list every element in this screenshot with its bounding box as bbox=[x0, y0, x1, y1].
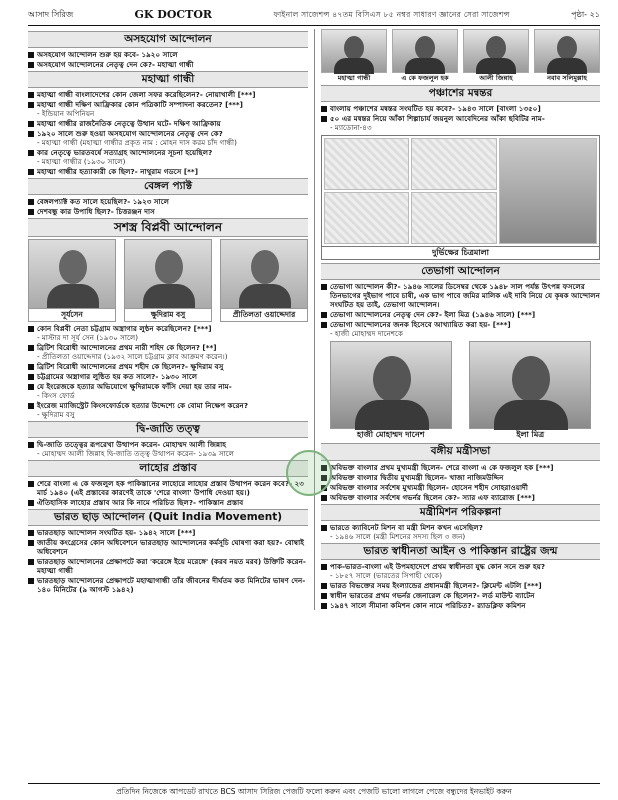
bullet-icon bbox=[28, 345, 34, 351]
section-title: অসহযোগ আন্দোলন bbox=[28, 31, 308, 48]
armed-revolution-qa bbox=[28, 324, 308, 419]
question-text: অসহযোগ আন্দোলন শুরু হয় কবে- ১৯২০ সালে bbox=[37, 50, 178, 60]
section-famine bbox=[321, 85, 600, 132]
section-title: সশস্ত্র বিপ্লবী আন্দোলন bbox=[28, 218, 308, 237]
bullet-icon bbox=[28, 384, 34, 390]
question bbox=[28, 207, 308, 216]
bullet-icon bbox=[28, 121, 34, 127]
bullet-icon bbox=[28, 578, 34, 584]
question-text: ভারত বিভক্তের সময় ইংল্যান্ডের প্রধানমন্ত্রী ছিলেন?- ক্লিমেন্ট এটলি [***] bbox=[330, 580, 542, 590]
bullet-icon bbox=[28, 364, 34, 370]
question-text: ঐতিহাসিক লাহোর প্রস্তাব আর কি নামে পরিচিত ছিল?- পাকিস্তান প্রস্তাব bbox=[37, 498, 244, 507]
bullet-icon bbox=[28, 442, 34, 448]
question-text: পাক-ভারত-বাংলা এই উপমহাদেশে প্রথম স্বাধীনতা যুদ্ধ কোন সনে শুরু হয়? bbox=[330, 561, 546, 571]
page-footer: প্রতিদিন নিজেকে আপডেট রাখতে BCS আসাদ সিরিজ পেজটি ফলো করুন এবং পেজটি ভালো লাগলে পেজে বন্ধুদের ইনভাইট করুন bbox=[28, 783, 600, 796]
question bbox=[321, 493, 600, 502]
question bbox=[28, 197, 308, 206]
bullet-icon bbox=[28, 150, 34, 156]
question bbox=[28, 362, 308, 371]
question-text: তেভাগা আন্দোলন কী?- ১৯৪৬ সালের ডিসেম্বর থেকে ১৯৪৮ সাল পর্যন্ত উৎপন্ন ফসলের তিনভাগের দুইভাগ পাবে চাষী, এক ভাগ পাবে জমির মালিক এই দাবি নিয়ে যে কৃষক আন্দোলন সংঘটিত হয় তাই, তেভাগা আন্দোলন। bbox=[330, 282, 600, 310]
question bbox=[28, 576, 308, 594]
gallery-caption: দুর্ভিক্ষের চিত্রমালা bbox=[322, 246, 599, 259]
question-text: মহাত্মা গান্ধী বাংলাদেশের কোন জেলা সফর করেছিলেন?- নোয়াখালী [***] bbox=[37, 90, 256, 100]
question-text: ব্রিটিশ বিরোধী আন্দোলনের প্রথম শহীদ কে ছিলেন?- ক্ষুদিরাম বসু bbox=[37, 361, 224, 371]
question-text: অসহযোগ আন্দোলনের নেতৃত্ব দেন কে?- মহাত্মা গান্ধী bbox=[37, 60, 194, 70]
answer-text: - ১৮৫৭ সালে (ভারতের সিপাহী থেকে) bbox=[321, 571, 600, 580]
section-armed-revolution bbox=[28, 218, 308, 418]
section-cabinet-mission bbox=[321, 504, 600, 541]
question bbox=[321, 591, 600, 600]
question-text: ইংরেজ ম্যাজিস্ট্রেট কিংসফোর্ডকে হত্যার উদ্দেশ্যে কে বোমা নিক্ষেপ করেন? bbox=[37, 400, 248, 410]
question-text: ভারতছাড় আন্দোলনের প্রেক্ষাপটে করা 'করেঙ্গে ইয়ে মরেঙ্গে' (করব নয়ত মরব) উক্তিটি করেন- মহাত্মা গান্ধী bbox=[37, 557, 306, 576]
question bbox=[28, 557, 308, 575]
question bbox=[321, 320, 600, 329]
question bbox=[28, 538, 308, 556]
section-title: দ্বি-জাতি তত্ত্ব bbox=[28, 421, 308, 438]
question bbox=[28, 372, 308, 381]
leader-portraits bbox=[321, 29, 600, 82]
left-column bbox=[28, 29, 308, 610]
section-quit-india bbox=[28, 509, 308, 594]
section-title: লাহোর প্রস্তাব bbox=[28, 460, 308, 477]
question bbox=[321, 114, 600, 123]
section-title: ভারত স্বাধীনতা আইন ও পাকিস্তান রাষ্ট্রের জন্ম bbox=[321, 543, 600, 560]
question bbox=[321, 562, 600, 571]
question bbox=[28, 479, 308, 497]
question bbox=[321, 104, 600, 113]
bullet-icon bbox=[28, 326, 34, 332]
question-text: কার নেতৃত্বে ভারতবর্ষে সত্যাগ্রহ আন্দোলনের সূচনা হয়েছিল? bbox=[37, 148, 213, 158]
question-text: মহাত্মা গান্ধীর রাজনৈতিক নেতৃত্বে উত্থান ঘটে- দক্ষিণ আফ্রিকায় bbox=[37, 119, 221, 129]
portrait-gandhi: মহাত্মা গান্ধী bbox=[321, 29, 387, 82]
question-text: মহাত্মা গান্ধীর হত্যাকারী কে ছিল?- নাথুরাম গডসে [**] bbox=[37, 167, 198, 177]
answer-text: - ১৯৪৬ সালে (মন্ত্রী মিশনের সদস্য ছিল ৩ জন) bbox=[321, 532, 600, 541]
question bbox=[28, 382, 308, 391]
section-title: ভারত ছাড় আন্দোলন (Quit India Movement) bbox=[28, 509, 308, 526]
question-text: স্বাধীন ভারতের প্রথম গভর্নর জেনারেল কে ছিলেন?- লর্ড মাউন্ট ব্যাটেন bbox=[330, 590, 535, 600]
question-text: অবিভক্ত বাংলার দ্বিতীয় মুখ্যমন্ত্রী ছিলেন- খাজা নাজিমউদ্দিন bbox=[330, 472, 504, 482]
bullet-icon bbox=[28, 199, 34, 205]
section-bengal-pact bbox=[28, 178, 308, 216]
question bbox=[321, 463, 600, 472]
section-two-nation bbox=[28, 421, 308, 458]
question bbox=[28, 100, 308, 109]
bullet-icon bbox=[321, 525, 327, 531]
question bbox=[321, 581, 600, 590]
question-text: ৫০ এর মন্বন্তর নিয়ে আঁকা শিল্পাচার্য জয়নুল আবেদিনের আঁকা ছবিটির নাম- bbox=[330, 114, 545, 124]
bullet-icon bbox=[28, 92, 34, 98]
question bbox=[28, 50, 308, 59]
section-independence-act bbox=[321, 543, 600, 610]
bullet-icon bbox=[28, 500, 34, 506]
question-text: ভারতছাড় আন্দোলন সংঘটিত হয়- ১৯৪২ সালে [***] bbox=[37, 528, 196, 538]
question bbox=[28, 148, 308, 157]
section-bengal-cabinet bbox=[321, 443, 600, 501]
question bbox=[321, 282, 600, 309]
answer-text: - মহাত্মা গান্ধী (মহাত্মা গান্ধীর প্রকৃত নাম : মোহন দাস করম চাঁদ গান্ধী) bbox=[28, 138, 308, 147]
bullet-icon bbox=[321, 495, 327, 501]
question bbox=[28, 401, 308, 410]
bullet-icon bbox=[321, 603, 327, 609]
question-text: বেঙ্গলপ্যাক্ট কত সালে হয়েছিল?- ১৯২৩ সালে bbox=[37, 197, 169, 207]
bullet-icon bbox=[28, 540, 34, 546]
section-title: তেভাগা আন্দোলন bbox=[321, 263, 600, 280]
question-text: মহাত্মা গান্ধী দক্ষিণ আফ্রিকার কোন পত্রিকাটি সম্পাদনা করতেন? [***] bbox=[37, 100, 243, 110]
question-text: যে ইংরেজকে হত্যার অভিযোগে ক্ষুদিরামকে ফাঁসি দেয়া হয় তার নাম- bbox=[37, 381, 232, 391]
answer-text: - ম্যাডোনা-৪৩ bbox=[321, 123, 600, 132]
bullet-icon bbox=[321, 322, 327, 328]
question-text: অবিভক্ত বাংলার সর্বশেষ গভর্নর ছিলেন কে?- স্যার এফ ব্যারোজ [***] bbox=[330, 492, 535, 502]
answer-text: - ক্ষুদিরাম বসু bbox=[28, 410, 308, 419]
question bbox=[28, 498, 308, 507]
answer-text: - ইন্ডিয়ান অপিনিয়ন bbox=[28, 109, 308, 118]
question bbox=[321, 310, 600, 319]
answer-text: - মোহাম্মদ আলী জিন্নাহ দ্বি-জাতি তত্ত্ব উত্থাপন করেন- ১৯৩৯ সালে bbox=[28, 449, 308, 458]
bullet-icon bbox=[321, 116, 327, 122]
portrait-jinnah: আলী জিন্নাহ bbox=[463, 29, 529, 82]
question-text: দ্বি-জাতি তত্ত্বের রূপরেখা উত্থাপন করেন- মোহাম্মদ আলী জিন্নাহ bbox=[37, 439, 226, 449]
question bbox=[321, 523, 600, 532]
portrait-pritilata: প্রীতিলতা ওয়াদ্দেদার bbox=[220, 239, 308, 321]
famine-sketch bbox=[324, 138, 409, 190]
question-text: তেভাগা আন্দোলনের জনক হিসেবে আখ্যায়িত করা হয়- [***] bbox=[330, 320, 511, 330]
question-text: ভারতছাড় আন্দোলনের প্রেক্ষাপটে মহাত্মাগান্ধী তাঁর জীবনের দীর্ঘতম কত মিনিটের ভাষণ দেন- ১৪০ মিনিটের (৯ আগস্ট ১৯৪২) bbox=[37, 576, 306, 595]
question-text: বাংলায় পঞ্চাশের মন্বন্তর সংঘটিত হয় কবে?- ১৯৪৩ সালে [বাংলা ১৩৫০] bbox=[330, 104, 541, 114]
bullet-icon bbox=[321, 593, 327, 599]
question bbox=[28, 343, 308, 352]
question-text: চট্টগ্রামের অস্ত্রাগার লুন্ঠিত হয় কত সালে?- ১৯৩০ সালে bbox=[37, 371, 198, 381]
famine-sketch bbox=[411, 192, 496, 244]
bullet-icon bbox=[28, 530, 34, 536]
watermark-logo bbox=[286, 450, 332, 496]
bullet-icon bbox=[321, 583, 327, 589]
answer-text: - প্রীতিলতা ওয়াদ্দেদার (১৯৩২ সালে চট্টগ্রাম ক্লাব আক্রমণ করেন।) bbox=[28, 352, 308, 361]
page-header bbox=[28, 6, 600, 26]
portrait-danesh: হাজী মোহাম্মদ দানেশ bbox=[330, 341, 452, 440]
bullet-icon bbox=[321, 106, 327, 112]
page-number: পৃষ্ঠা- ২১ bbox=[571, 9, 600, 19]
portrait-surya-sen: সূর্যসেন bbox=[28, 239, 116, 321]
question-text: ১৯২০ সালে শুরু হওয়া অসহযোগ আন্দোলনের নেতৃত্ব দেন কে? bbox=[37, 129, 223, 139]
question-text: কোন বিপ্লবী নেতা চট্টগ্রাম অস্ত্রাগার লুন্ঠন করেছিলেন? [***] bbox=[37, 323, 212, 333]
revolutionary-portraits bbox=[28, 239, 308, 321]
question-text: তেভাগা আন্দোলনের নেতৃত্ব দেন কে?- ইলা মিত্র (১৯৪৬ সালে) [***] bbox=[330, 310, 536, 320]
brand-title: GK DOCTOR bbox=[134, 7, 213, 21]
bullet-icon bbox=[28, 374, 34, 380]
question-text: ভারতে ক্যাবিনেট মিশন বা মন্ত্রী মিশন কখন এসেছিল? bbox=[330, 522, 483, 532]
question bbox=[28, 90, 308, 99]
series-name: আসাদ সিরিজ bbox=[28, 9, 74, 19]
question-text: দেশবন্ধু কার উপাধি ছিল?- চিত্তরঞ্জন দাস bbox=[37, 207, 155, 217]
bullet-icon bbox=[321, 564, 327, 570]
question-text: শেরে বাংলা এ কে ফজলুল হক পাকিস্তানের লাহোরে লাহোর প্রস্তাব উত্থাপন করেন কবে?- ২৩ মার্চ ১৯৪০ (এই প্রস্তাবের কারণেই তাকে 'শেরে বাংলা' উপাধি দেওয়া হয়।) bbox=[37, 479, 304, 497]
question bbox=[28, 167, 308, 176]
question-text: ব্রিটিশ বিরোধী আন্দোলনের প্রথম নারী শহিদ কে ছিলেন? [**] bbox=[37, 342, 217, 352]
bullet-icon bbox=[28, 131, 34, 137]
section-lahore-resolution bbox=[28, 460, 308, 507]
answer-text: - মহাত্মা গান্ধীর (১৯৩০ সালে) bbox=[28, 157, 308, 166]
famine-gallery bbox=[321, 135, 600, 260]
portrait-ila-mitra: ইলা মিত্র bbox=[469, 341, 591, 440]
bullet-icon bbox=[28, 169, 34, 175]
question-text: জাতীয় কংগ্রেসের কোন অধিবেশনে ভারতছাড় আন্দোলনের কর্মসূচি ঘোষণা করা হয়?- বোম্বাই অধিবেশনে bbox=[37, 538, 304, 557]
bullet-icon bbox=[28, 559, 34, 565]
section-title: বঙ্গীয় মন্ত্রীসভা bbox=[321, 443, 600, 460]
question bbox=[28, 440, 308, 449]
question bbox=[28, 60, 308, 69]
question bbox=[28, 324, 308, 333]
answer-text: - হাজী মোহাম্মদ দানেশকে bbox=[321, 329, 600, 338]
bullet-icon bbox=[28, 481, 34, 487]
tebhaga-portraits bbox=[321, 341, 600, 440]
question bbox=[321, 483, 600, 492]
portrait-salimullah: নবাব সলিমুল্লাহ bbox=[534, 29, 600, 82]
bullet-icon bbox=[28, 209, 34, 215]
section-title: মন্ত্রীমিশন পরিকল্পনা bbox=[321, 504, 600, 521]
question bbox=[28, 119, 308, 128]
right-column bbox=[314, 29, 600, 610]
answer-text: - মাস্টার দা সূর্য সেন (১৯৩০ সালে) bbox=[28, 333, 308, 342]
question-text: অবিভক্ত বাংলার সর্বশেষ মুখ্যমন্ত্রী ছিলেন- হোসেন শহীদ সোহরাওয়ার্দী bbox=[330, 482, 528, 492]
answer-text: - কিংস ফোর্ড bbox=[28, 391, 308, 400]
header-subtitle: ফাইনাল সাজেশন্স ৪৭তম বিসিএস ৮৫ নম্বর সাধারণ জ্ঞানের সেরা সাজেশন্স bbox=[273, 9, 510, 19]
section-title: মহাত্মা গান্ধী bbox=[28, 71, 308, 88]
section-title: বেঙ্গল প্যাক্ট bbox=[28, 178, 308, 195]
bullet-icon bbox=[28, 102, 34, 108]
section-gandhi bbox=[28, 71, 308, 176]
question-text: অবিভক্ত বাংলার প্রথম মুখ্যমন্ত্রী ছিলেন- শেরে বাংলা এ কে ফজলুল হক [***] bbox=[330, 462, 554, 472]
bullet-icon bbox=[28, 52, 34, 58]
section-non-cooperation bbox=[28, 31, 308, 69]
bullet-icon bbox=[321, 312, 327, 318]
bullet-icon bbox=[321, 284, 327, 290]
bullet-icon bbox=[28, 62, 34, 68]
famine-sketch bbox=[411, 138, 496, 190]
question bbox=[321, 601, 600, 610]
section-tebhaga bbox=[321, 263, 600, 338]
question bbox=[28, 528, 308, 537]
portrait-fazlul-huq: এ কে ফজলুল হক bbox=[392, 29, 458, 82]
question-text: ১৯৪৭ সালে সীমানা কমিশন কোন নামে পরিচিত?- র‍্যাডক্লিফ কমিশন bbox=[330, 600, 526, 610]
question bbox=[28, 129, 308, 138]
artist-photo bbox=[499, 138, 597, 244]
portrait-khudiram: ক্ষুদিরাম বসু bbox=[124, 239, 212, 321]
famine-sketch bbox=[324, 192, 409, 244]
section-title: পঞ্চাশের মন্বন্তর bbox=[321, 85, 600, 102]
bullet-icon bbox=[28, 403, 34, 409]
question bbox=[321, 473, 600, 482]
